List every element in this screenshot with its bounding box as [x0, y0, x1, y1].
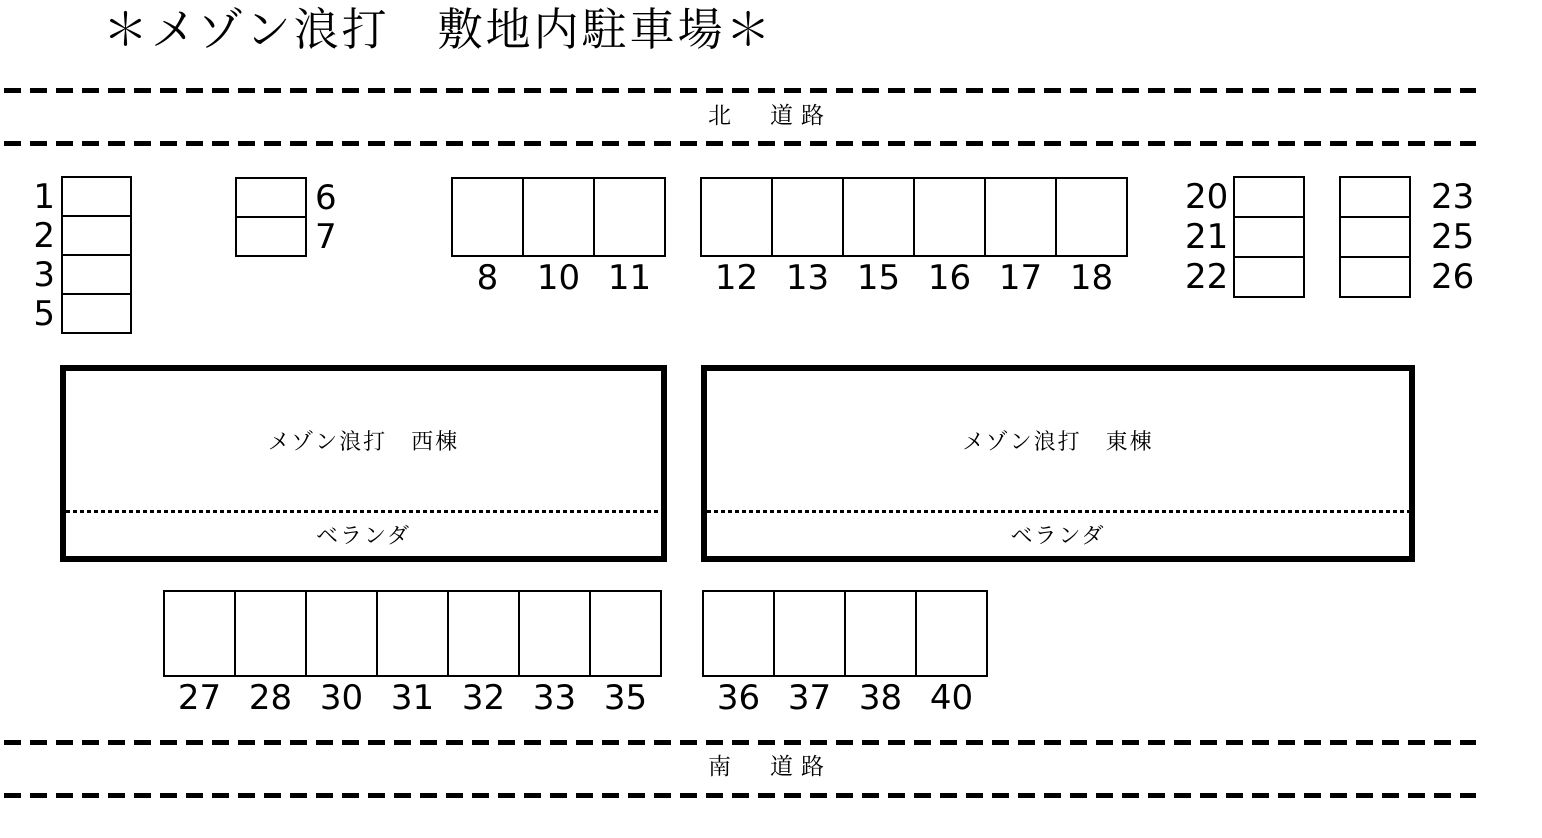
parking-space-box [376, 590, 449, 677]
parking-space-number: 2 [33, 215, 55, 256]
parking-space-box [1233, 216, 1305, 258]
parking-space-number: 27 [177, 678, 222, 718]
parking-group-27-35 [163, 590, 662, 718]
parking-spot [1055, 177, 1128, 298]
parking-space-number: 5 [33, 293, 55, 334]
parking-space-box [1055, 177, 1128, 257]
parking-space-number: 28 [248, 678, 293, 718]
parking-group-20-22 [1185, 176, 1305, 298]
parking-space-number: 11 [607, 258, 652, 298]
north-road-label: 北 道路 [708, 103, 832, 129]
parking-space-box [61, 293, 132, 334]
parking-spot [27, 293, 132, 334]
parking-spot [593, 177, 666, 298]
parking-spot [163, 590, 236, 718]
parking-space-number: 35 [603, 678, 648, 718]
parking-spot [842, 177, 915, 298]
parking-space-box [447, 590, 520, 677]
parking-space-number: 40 [929, 678, 974, 718]
south-road-dashed-line-bottom [4, 793, 1476, 798]
parking-space-number: 26 [1431, 257, 1475, 297]
parking-spot [1339, 256, 1474, 298]
parking-space-box [589, 590, 662, 677]
parking-group-36-40 [702, 590, 988, 718]
parking-space-number: 7 [315, 216, 337, 257]
parking-spot [700, 177, 773, 298]
parking-space-box [842, 177, 915, 257]
parking-spot [1185, 216, 1305, 258]
parking-spot [915, 590, 988, 718]
parking-space-box [915, 590, 988, 677]
building-east-name-label: メゾン浪打 東棟 [962, 430, 1154, 455]
parking-spot [518, 590, 591, 718]
parking-space-number: 1 [33, 176, 55, 217]
parking-group-1-5 [27, 176, 132, 334]
parking-space-box [702, 590, 775, 677]
parking-space-number: 32 [461, 678, 506, 718]
parking-spot [1339, 176, 1474, 218]
parking-spot [27, 254, 132, 295]
building-east-veranda-label: ベランダ [1010, 524, 1106, 549]
parking-spot [913, 177, 986, 298]
parking-space-box [1233, 176, 1305, 218]
parking-spot [451, 177, 524, 298]
parking-space-number: 13 [785, 258, 830, 298]
parking-space-box [984, 177, 1057, 257]
north-road-dashed-line-bottom [4, 141, 1476, 146]
south-road-label: 南 道路 [708, 754, 832, 780]
parking-group-23-26 [1339, 176, 1474, 298]
parking-spot [1185, 176, 1305, 218]
building-east [701, 365, 1415, 562]
page-title: ＊メゾン浪打 敷地内駐車場＊ [103, 3, 774, 56]
parking-space-box [451, 177, 524, 257]
parking-space-number: 12 [714, 258, 759, 298]
parking-space-number: 23 [1431, 177, 1475, 217]
parking-space-box [518, 590, 591, 677]
parking-space-number: 25 [1431, 217, 1475, 257]
parking-space-box [844, 590, 917, 677]
parking-space-box [913, 177, 986, 257]
parking-space-box [61, 254, 132, 295]
parking-space-number: 8 [476, 258, 499, 298]
parking-space-box [61, 176, 132, 217]
parking-space-number: 22 [1185, 257, 1229, 297]
parking-space-number: 16 [927, 258, 972, 298]
parking-space-number: 30 [319, 678, 364, 718]
parking-space-number: 17 [998, 258, 1043, 298]
parking-space-box [1233, 256, 1305, 298]
parking-space-box [1339, 176, 1411, 218]
parking-space-number: 31 [390, 678, 435, 718]
parking-space-box [593, 177, 666, 257]
parking-space-number: 37 [787, 678, 832, 718]
parking-spot [234, 590, 307, 718]
parking-space-number: 15 [856, 258, 901, 298]
parking-group-12-18 [700, 177, 1128, 298]
parking-spot [702, 590, 775, 718]
parking-spot [27, 215, 132, 256]
parking-space-box [305, 590, 378, 677]
north-road-dashed-line-top [4, 88, 1476, 93]
parking-spot [447, 590, 520, 718]
parking-spot [235, 177, 337, 218]
parking-space-box [235, 177, 307, 218]
parking-space-box [61, 215, 132, 256]
parking-spot [1339, 216, 1474, 258]
parking-spot [984, 177, 1057, 298]
parking-spot [773, 590, 846, 718]
building-west-veranda-label: ベランダ [315, 524, 412, 549]
parking-space-number: 36 [716, 678, 761, 718]
parking-space-number: 18 [1069, 258, 1114, 298]
parking-space-number: 10 [536, 258, 581, 298]
parking-space-number: 6 [315, 177, 337, 218]
parking-group-8-11 [451, 177, 666, 298]
parking-spot [771, 177, 844, 298]
parking-space-number: 33 [532, 678, 577, 718]
parking-space-box [235, 216, 307, 257]
parking-space-box [522, 177, 595, 257]
building-west-name-label: メゾン浪打 西棟 [267, 430, 460, 455]
parking-space-box [1339, 256, 1411, 298]
parking-space-box [771, 177, 844, 257]
parking-space-number: 20 [1185, 177, 1229, 217]
parking-spot [589, 590, 662, 718]
parking-space-number: 3 [33, 254, 55, 295]
parking-space-box [1339, 216, 1411, 258]
parking-space-number: 21 [1185, 217, 1229, 257]
building-west [60, 365, 667, 562]
parking-space-box [773, 590, 846, 677]
parking-spot [235, 216, 337, 257]
parking-spot [522, 177, 595, 298]
parking-space-box [700, 177, 773, 257]
parking-space-number: 38 [858, 678, 903, 718]
parking-spot [844, 590, 917, 718]
south-road-dashed-line-top [4, 740, 1476, 745]
parking-group-6-7 [235, 177, 337, 257]
parking-spot [27, 176, 132, 217]
parking-space-box [234, 590, 307, 677]
parking-spot [305, 590, 378, 718]
parking-space-box [163, 590, 236, 677]
parking-spot [1185, 256, 1305, 298]
parking-spot [376, 590, 449, 718]
